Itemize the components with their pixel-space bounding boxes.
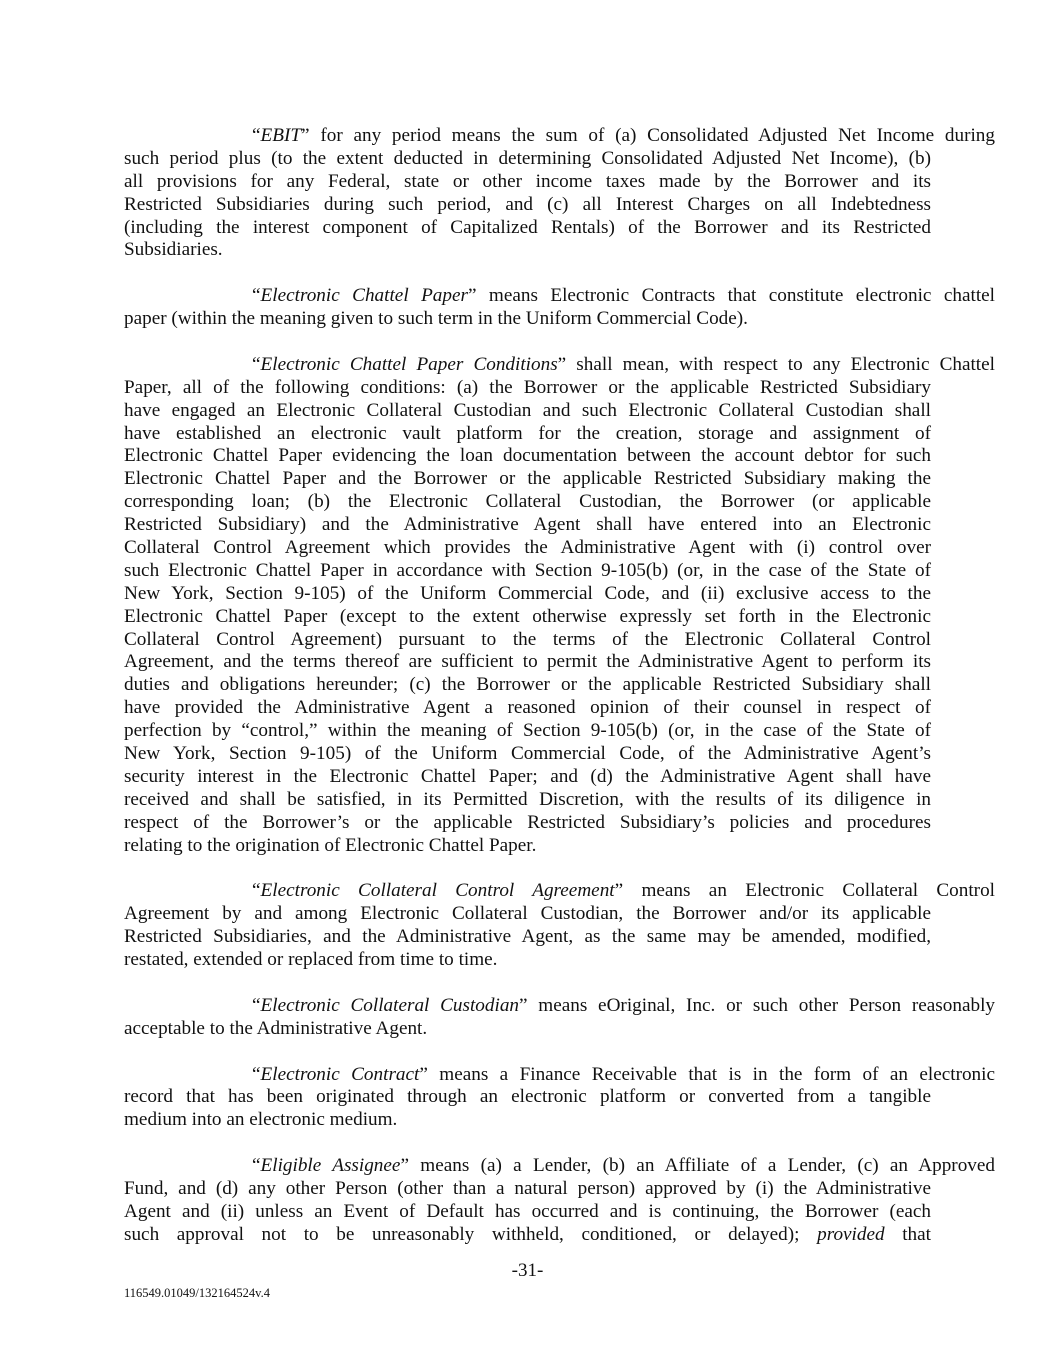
line-text: duties and obligations hereunder; (c) the Borrower or the applicable Restricted Subsidiary shall [124, 674, 931, 696]
line-text: respect of the Borrower’s or the applicable Restricted Subsidiary’s policies and procedures [124, 811, 931, 833]
line-text: Restricted Subsidiaries during such period, and (c) all Interest Charges on all Indebtedness [124, 193, 931, 215]
line-text: Restricted Subsidiary) and the Administrative Agent shall have entered into an Electronic [124, 514, 931, 536]
line-text: means (a) a Lender, (b) an Affiliate of a Lender, (c) an Approved [408, 1155, 995, 1177]
line-text: have provided the Administrative Agent a reasoned opinion of their counsel in respect of [124, 697, 931, 719]
line-text: for any period means the sum of (a) Consolidated Adjusted Net Income during [309, 125, 995, 146]
line-text: New York, Section 9-105) of the Uniform Commercial Code, and (ii) exclusive access to the [124, 582, 931, 604]
text-line [124, 1178, 931, 1201]
line-text: Subsidiaries. [124, 239, 223, 261]
line-text: security interest in the Electronic Chattel Paper; and (d) the Administrative Agent shall have [124, 765, 931, 787]
line-text: have engaged an Electronic Collateral Custodian and such Electronic Collateral Custodian shall [124, 399, 931, 421]
text-line [124, 697, 931, 720]
line-text: such period plus (to the extent deducted in determining Consolidated Adjusted Net Income), (b) [124, 147, 931, 169]
text-line [124, 148, 931, 171]
text-line [124, 423, 931, 446]
text-line [124, 1109, 931, 1132]
italic-word: provided [817, 1223, 885, 1245]
defined-term: Eligible Assignee [260, 1155, 401, 1177]
line-text: means Electronic Contracts that constitute electronic chattel [476, 285, 995, 307]
line-text: medium into an electronic medium. [124, 1109, 398, 1131]
line-text: Fund, and (d) any other Person (other than a natural person) approved by (i) the Administrative [124, 1177, 931, 1199]
text-line [124, 217, 931, 240]
text-line [124, 514, 931, 537]
text-line: “Eligible Assignee” means (a) a Lender, (b) an Affiliate of a Lender, (c) an Approved [252, 1155, 995, 1177]
line-text: such approval not to be unreasonably withheld, conditioned, or delayed); [124, 1223, 818, 1245]
text-line: such approval not to be unreasonably withheld, conditioned, or delayed); provided that [124, 1223, 931, 1245]
line-text: Agreement by and among Electronic Collateral Custodian, the Borrower and/or its applicable [124, 903, 931, 925]
line-text: restated, extended or replaced from time to time. [124, 949, 498, 971]
defined-term: Electronic Contract [260, 1063, 420, 1085]
text-line [124, 537, 931, 560]
line-text: paper (within the meaning given to such term in the Uniform Commercial Code). [124, 308, 748, 330]
text-line [124, 560, 931, 583]
text-line [124, 651, 931, 674]
text-line [124, 766, 931, 789]
text-line [124, 903, 931, 926]
text-line [124, 949, 931, 972]
line-text: all provisions for any Federal, state or other income taxes made by the Borrower and its [124, 170, 931, 192]
defined-term: EBIT [260, 125, 302, 146]
text-line: “Electronic Contract” means a Finance Receivable that is in the form of an electronic [252, 1063, 995, 1085]
text-line [124, 445, 931, 468]
text-line [124, 674, 931, 697]
line-text: acceptable to the Administrative Agent. [124, 1017, 428, 1039]
text-line [124, 194, 931, 217]
line-text: Agreement, and the terms thereof are sufficient to permit the Administrative Agent to perform its [124, 651, 931, 673]
definition-paragraph [124, 1063, 995, 1133]
line-text: means a Finance Receivable that is in the form of an electronic [427, 1063, 995, 1085]
line-text: Restricted Subsidiaries, and the Administrative Agent, as the same may be amended, modified, [124, 926, 931, 948]
text-line [124, 926, 931, 949]
text-line [124, 835, 931, 858]
defined-term: Electronic Collateral Custodian [260, 994, 520, 1016]
text-line: “Electronic Collateral Custodian” means eOriginal, Inc. or such other Person reasonably [252, 994, 995, 1016]
defined-term: Electronic Chattel Paper [260, 285, 468, 307]
text-line: “Electronic Chattel Paper” means Electronic Contracts that constitute electronic chattel [252, 285, 995, 307]
line-text: record that has been originated through an electronic platform or converted from a tangible [124, 1086, 931, 1108]
line-text: Electronic Chattel Paper and the Borrower or the applicable Restricted Subsidiary making the [124, 468, 931, 490]
line-text: Electronic Chattel Paper evidencing the loan documentation between the account debtor for such [124, 445, 931, 467]
text-line [124, 629, 931, 652]
line-text: relating to the origination of Electronic Chattel Paper. [124, 834, 537, 856]
line-text: corresponding loan; (b) the Electronic Collateral Custodian, the Borrower (or applicable [124, 491, 931, 513]
line-text: (including the interest component of Capitalized Rentals) of the Borrower and its Restricted [124, 216, 931, 238]
defined-term: Electronic Collateral Control Agreement [260, 880, 615, 902]
definition-paragraph [124, 125, 995, 262]
text-line [124, 1086, 931, 1109]
line-text: such Electronic Chattel Paper in accordance with Section 9-105(b) (or, in the case of the State of [124, 559, 931, 581]
text-line [124, 308, 931, 331]
line-text: Agent and (ii) unless an Event of Default has occurred and is continuing, the Borrower (each [124, 1200, 931, 1222]
text-line: “Electronic Chattel Paper Conditions” shall mean, with respect to any Electronic Chattel [252, 353, 995, 375]
document-id: 116549.01049/132164524v.4 [124, 1286, 270, 1300]
defined-term: Electronic Chattel Paper Conditions [260, 353, 558, 375]
text-line [124, 583, 931, 606]
text-line [124, 606, 931, 629]
text-line [124, 491, 931, 514]
line-text: Collateral Control Agreement) pursuant to the terms of the Electronic Collateral Control [124, 628, 931, 650]
definition-paragraph [124, 1155, 995, 1247]
line-text: New York, Section 9-105) of the Uniform Commercial Code, of the Administrative Agent’s [124, 743, 931, 765]
line-text: means an Electronic Collateral Control [623, 880, 995, 902]
line-text: Electronic Chattel Paper (except to the extent otherwise expressly set forth in the Electronic [124, 605, 931, 627]
line-text: received and shall be satisfied, in its Permitted Discretion, with the results of its diligence in [124, 788, 931, 810]
definition-paragraph [124, 285, 995, 331]
text-line [124, 743, 931, 766]
definition-paragraph [124, 880, 995, 972]
line-text: perfection by “control,” within the meaning of Section 9-105(b) (or, in the case of the State of [124, 720, 931, 742]
line-text: Collateral Control Agreement which provides the Administrative Agent with (i) control over [124, 537, 931, 559]
text-line: “Electronic Collateral Control Agreement” means an Electronic Collateral Control [252, 880, 995, 902]
definition-paragraph [124, 994, 995, 1041]
text-line [124, 812, 931, 835]
definition-paragraph [124, 353, 995, 858]
text-line [124, 468, 931, 491]
line-text: means eOriginal, Inc. or such other Person reasonably [527, 994, 995, 1016]
line-text: have established an electronic vault platform for the creation, storage and assignment of [124, 422, 931, 444]
document-body [124, 125, 995, 1270]
text-line [124, 1201, 931, 1224]
text-line [124, 171, 931, 194]
text-line [124, 400, 931, 423]
page-number: -31- [511, 1260, 544, 1281]
text-line: “EBIT” for any period means the sum of (a) Consolidated Adjusted Net Income during [252, 125, 995, 146]
text-line [124, 789, 931, 812]
line-text: shall mean, with respect to any Electronic Chattel [566, 353, 995, 375]
text-line [124, 1018, 931, 1041]
text-line [124, 377, 931, 400]
text-line [124, 720, 931, 743]
line-text: Paper, all of the following conditions: (a) the Borrower or the applicable Restricted Subsidiary [124, 376, 931, 398]
text-line [124, 239, 931, 262]
